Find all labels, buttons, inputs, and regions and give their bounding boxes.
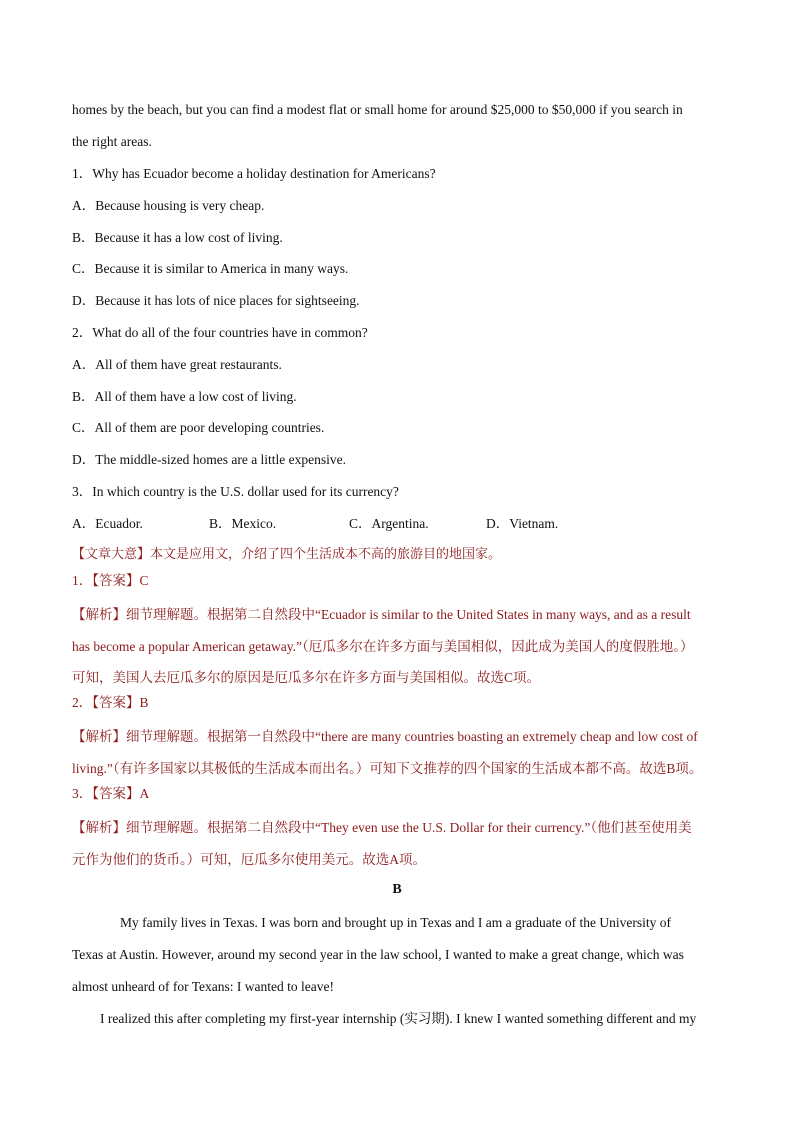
question-option: A．All of them have great restaurants. xyxy=(72,357,282,372)
question-option: B．Because it has a low cost of living. xyxy=(72,230,283,245)
question-option: C．Argentina. xyxy=(349,516,429,531)
passage-line: I realized this after completing my first-year internship (实习期). I knew I wanted something different and my xyxy=(100,1011,697,1026)
question-option: C．All of them are poor developing countries. xyxy=(72,420,325,435)
answer-label: 1．【答案】C xyxy=(72,573,149,588)
question-option: C．Because it is similar to America in many ways. xyxy=(72,261,349,276)
answer-label: 2．【答案】B xyxy=(72,695,149,710)
analysis-line: 元作为他们的货币。）可知，厄瓜多尔使用美元。故选A项。 xyxy=(72,852,426,867)
analysis-line: 【解析】细节理解题。根据第二自然段中“They even use the U.S. Dollar for their currency.”（他们甚至使用美 xyxy=(72,820,692,835)
analysis-line: living.”（有许多国家以其极低的生活成本而出名。）可知下文推荐的四个国家的生活成本都不高。故选B项。 xyxy=(72,761,703,776)
question-option: A．Because housing is very cheap. xyxy=(72,198,265,213)
passage-line: My family lives in Texas. I was born and brought up in Texas and I am a graduate of the University of xyxy=(120,915,671,930)
passage-line: Texas at Austin. However, around my second year in the law school, I wanted to make a great change, which was xyxy=(72,947,684,962)
passage-line: almost unheard of for Texans: I wanted to leave! xyxy=(72,979,334,994)
question-option: D．Vietnam. xyxy=(486,516,559,531)
question-stem: 1．Why has Ecuador become a holiday destination for Americans? xyxy=(72,166,436,181)
question-option: B．Mexico. xyxy=(209,516,277,531)
question-stem: 2．What do all of the four countries have in common? xyxy=(72,325,368,340)
question-option: D．Because it has lots of nice places for sightseeing. xyxy=(72,293,360,308)
passage-line: the right areas. xyxy=(72,134,152,149)
question-stem: 3．In which country is the U.S. dollar used for its currency? xyxy=(72,484,399,499)
question-option: A．Ecuador. xyxy=(72,516,143,531)
passage-line: homes by the beach, but you can find a modest flat or small home for around $25,000 to $50,000 if you search in xyxy=(72,102,683,117)
analysis-line: 【解析】细节理解题。根据第二自然段中“Ecuador is similar to the United States in many ways, and as a result xyxy=(72,607,691,622)
answer-label: 3．【答案】A xyxy=(72,786,150,801)
question-option: D．The middle-sized homes are a little expensive. xyxy=(72,452,347,467)
section-heading: B xyxy=(392,882,402,897)
question-option: B．All of them have a low cost of living. xyxy=(72,389,297,404)
article-summary: 【文章大意】本文是应用文，介绍了四个生活成本不高的旅游目的地国家。 xyxy=(72,547,502,562)
analysis-line: 【解析】细节理解题。根据第一自然段中“there are many countries boasting an extremely cheap and low cost of xyxy=(72,729,698,744)
analysis-line: 可知，美国人去厄瓜多尔的原因是厄瓜多尔在许多方面与美国相似。故选C项。 xyxy=(72,670,541,685)
analysis-line: has become a popular American getaway.”（厄瓜多尔在许多方面与美国相似，因此成为美国人的度假胜地。） xyxy=(72,639,694,654)
